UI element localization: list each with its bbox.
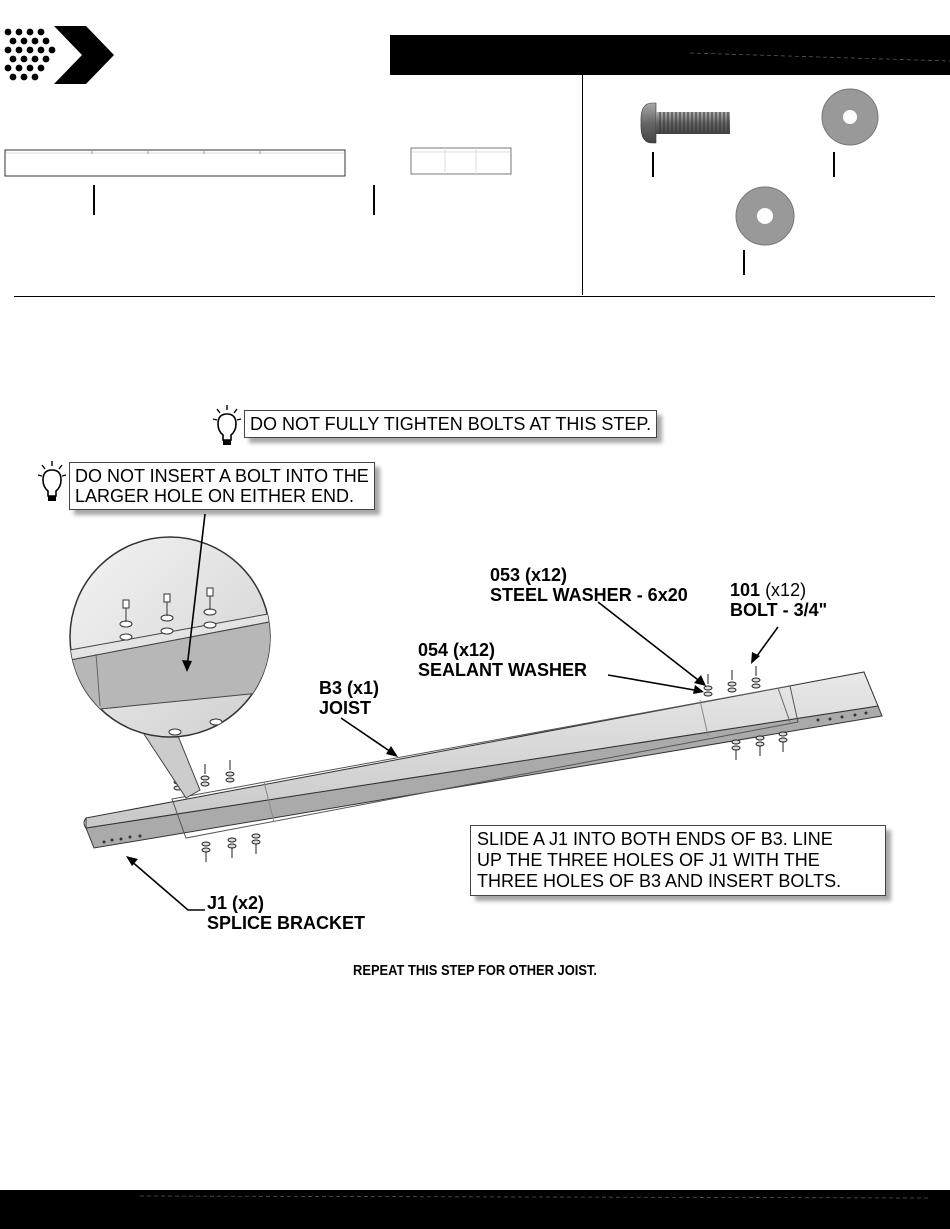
- sealant-washer-callout: [418, 640, 587, 680]
- bolt-part-number: 101: [730, 580, 761, 600]
- steel-washer-leader: [598, 602, 702, 683]
- footer-bar: [0, 1190, 950, 1229]
- lightbulb-icon: [38, 461, 66, 501]
- instruction-box: [470, 825, 886, 896]
- joist-leader: [341, 718, 394, 754]
- tip-larger-hole: [69, 462, 375, 510]
- bolt-name: BOLT - 3/4": [730, 600, 828, 620]
- sealant-washer-part: 054 (x12): [418, 640, 496, 660]
- hardware-drawing: [600, 85, 940, 285]
- splice-leader: [130, 860, 205, 910]
- sealant-washer-icon: [736, 187, 794, 245]
- steel-washer-name: STEEL WASHER - 6x20: [490, 585, 688, 605]
- tip-insert-line: DO NOT INSERT A BOLT INTO THE: [75, 466, 369, 486]
- parts-drawing: [0, 140, 580, 230]
- instruction-line: UP THE THREE HOLES OF J1 WITH THE: [477, 850, 820, 870]
- tip-tighten-line: DO NOT FULLY TIGHTEN BOLTS AT THIS STEP.: [250, 414, 652, 434]
- repeat-step-note: REPEAT THIS STEP FOR OTHER JOIST.: [353, 962, 597, 979]
- bolt-icon: [641, 103, 730, 143]
- tip-insert-line: LARGER HOLE ON EITHER END.: [75, 486, 355, 506]
- bolt-callout: [730, 580, 827, 620]
- brand-logo: [0, 24, 120, 86]
- joist-callout: [319, 678, 379, 718]
- tip-tighten-bolts: [244, 410, 657, 438]
- joist-part-outline: [5, 150, 345, 176]
- steel-washer-icon: [822, 89, 878, 145]
- section-divider-horizontal: [14, 296, 935, 297]
- splice-name: SPLICE BRACKET: [207, 913, 366, 933]
- header-bar: [390, 35, 950, 75]
- steel-washer-callout: [490, 565, 688, 605]
- bolt-qty: (x12): [765, 580, 807, 600]
- joist-name: JOIST: [319, 698, 372, 718]
- splice-bracket-callout: [207, 893, 365, 933]
- splice-part-outline: [411, 148, 511, 174]
- magnifier-connector: [140, 728, 200, 798]
- splice-part: J1 (x2): [207, 893, 265, 913]
- joist-part: B3 (x1): [319, 678, 380, 698]
- section-divider-vertical: [582, 75, 583, 295]
- steel-washer-part: 053 (x12): [490, 565, 568, 585]
- sealant-washer-name: SEALANT WASHER: [418, 660, 588, 680]
- instruction-line: SLIDE A J1 INTO BOTH ENDS OF B3. LINE: [477, 829, 833, 849]
- instruction-line: THREE HOLES OF B3 AND INSERT BOLTS.: [477, 871, 842, 891]
- lightbulb-icon: [213, 405, 241, 445]
- magnifier-detail: [70, 537, 290, 737]
- sealant-washer-leader: [608, 675, 700, 691]
